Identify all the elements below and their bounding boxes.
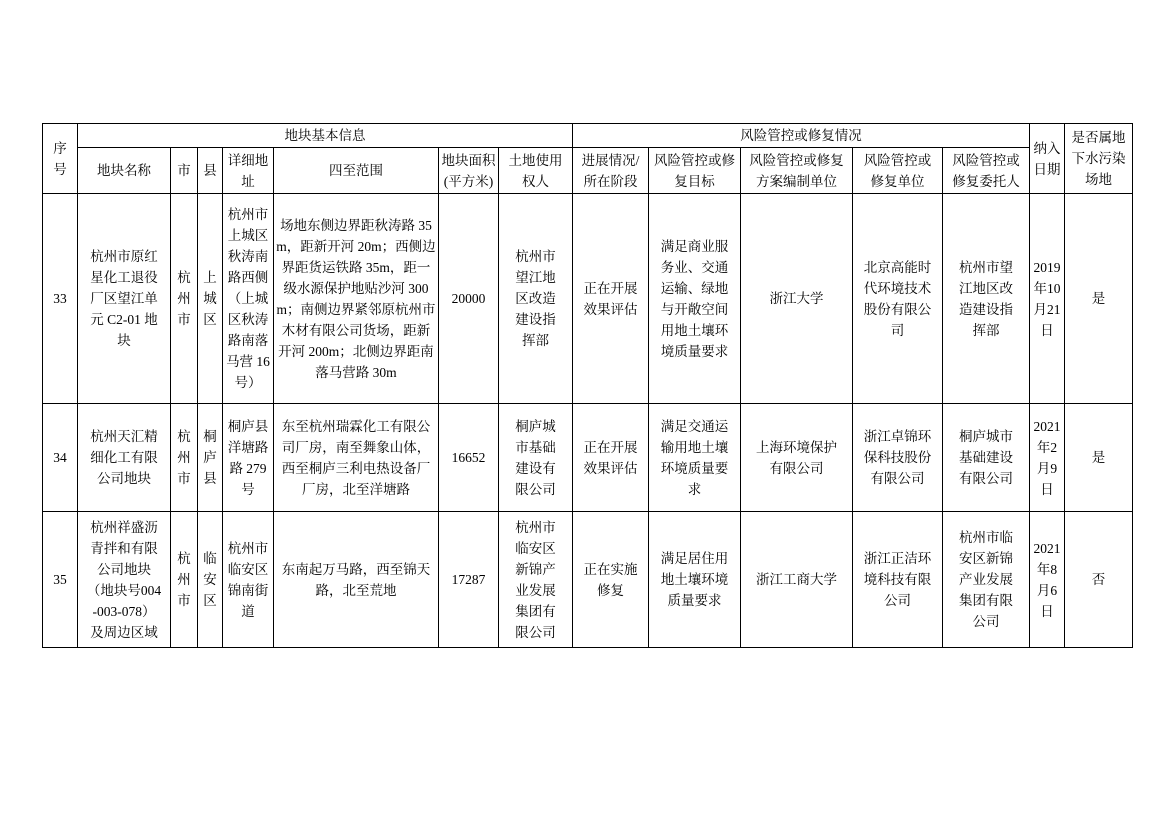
row-35-name: 杭州祥盛沥青拌和有限公司地块（地块号004-003-078）及周边区域 bbox=[78, 512, 171, 648]
row-34-boundary: 东至杭州瑞霖化工有限公司厂房，南至舞象山体，西至桐庐三利电热设备厂厂房，北至洋塘路 bbox=[274, 404, 439, 512]
row-34-county: 桐庐县 bbox=[198, 404, 223, 512]
row-35-include-date: 2021年8月6日 bbox=[1030, 512, 1065, 648]
row-34-address: 桐庐县洋塘路路 279 号 bbox=[223, 404, 274, 512]
row-34-include-date: 2021年2月9日 bbox=[1030, 404, 1065, 512]
header-target: 风险管控或修复目标 bbox=[649, 148, 741, 194]
row-35-groundwater: 否 bbox=[1065, 512, 1133, 648]
header-progress: 进展情况/所在阶段 bbox=[573, 148, 649, 194]
row-35-county: 临安区 bbox=[198, 512, 223, 648]
header-group-row bbox=[43, 124, 1133, 148]
row-34-serial: 34 bbox=[43, 404, 78, 512]
header-boundary: 四至范围 bbox=[274, 148, 439, 194]
row-33-progress: 正在开展效果评估 bbox=[573, 194, 649, 404]
row-35-client: 杭州市临安区新锦产业发展集团有限公司 bbox=[943, 512, 1030, 648]
row-35-land-user: 杭州市临安区新锦产业发展集团有限公司 bbox=[499, 512, 573, 648]
header-groundwater: 是否属地下水污染场地 bbox=[1065, 124, 1133, 194]
row-35-repair-unit: 浙江正洁环境科技有限公司 bbox=[853, 512, 943, 648]
row-33-target: 满足商业服务业、交通运输、绿地与开敞空间用地土壤环境质量要求 bbox=[649, 194, 741, 404]
row-33-client: 杭州市望江地区改造建设指挥部 bbox=[943, 194, 1030, 404]
row-34-target: 满足交通运输用地土壤环境质量要求 bbox=[649, 404, 741, 512]
row-33-repair-unit: 北京高能时代环境技术股份有限公司 bbox=[853, 194, 943, 404]
row-35-serial: 35 bbox=[43, 512, 78, 648]
table-row bbox=[43, 194, 1133, 404]
row-33-county: 上城区 bbox=[198, 194, 223, 404]
row-33-plan-unit: 浙江大学 bbox=[741, 194, 853, 404]
row-33-serial: 33 bbox=[43, 194, 78, 404]
row-33-name: 杭州市原红星化工退役厂区望江单元 C2-01 地块 bbox=[78, 194, 171, 404]
row-35-target: 满足居住用地土壤环境质量要求 bbox=[649, 512, 741, 648]
row-33-groundwater: 是 bbox=[1065, 194, 1133, 404]
header-city: 市 bbox=[171, 148, 198, 194]
row-35-boundary: 东南起万马路，西至锦天路，北至荒地 bbox=[274, 512, 439, 648]
table-row bbox=[43, 404, 1133, 512]
header-area: 地块面积(平方米) bbox=[439, 148, 499, 194]
row-34-groundwater: 是 bbox=[1065, 404, 1133, 512]
table-row bbox=[43, 512, 1133, 648]
header-plan-unit: 风险管控或修复方案编制单位 bbox=[741, 148, 853, 194]
header-risk-group: 风险管控或修复情况 bbox=[573, 124, 1030, 148]
row-35-city: 杭州市 bbox=[171, 512, 198, 648]
row-33-land-user: 杭州市望江地区改造建设指挥部 bbox=[499, 194, 573, 404]
header-repair-unit: 风险管控或修复单位 bbox=[853, 148, 943, 194]
header-client: 风险管控或修复委托人 bbox=[943, 148, 1030, 194]
header-name: 地块名称 bbox=[78, 148, 171, 194]
row-33-boundary: 场地东侧边界距秋涛路 35m，距新开河 20m；西侧边界距货运铁路 35m，距一级水源保护地贴沙河 300m；南侧边界紧邻原杭州市木材有限公司货场，距新开河 200m；北侧边界距南落马营路 30m bbox=[274, 194, 439, 404]
row-35-plan-unit: 浙江工商大学 bbox=[741, 512, 853, 648]
row-34-progress: 正在开展效果评估 bbox=[573, 404, 649, 512]
row-34-area: 16652 bbox=[439, 404, 499, 512]
header-land-user: 土地使用权人 bbox=[499, 148, 573, 194]
header-columns-row bbox=[43, 148, 1133, 194]
header-county: 县 bbox=[198, 148, 223, 194]
header-address: 详细地址 bbox=[223, 148, 274, 194]
row-34-plan-unit: 上海环境保护有限公司 bbox=[741, 404, 853, 512]
document-page bbox=[42, 123, 1133, 648]
header-basic-info-group: 地块基本信息 bbox=[78, 124, 573, 148]
row-34-repair-unit: 浙江卓锦环保科技股份有限公司 bbox=[853, 404, 943, 512]
row-33-city: 杭州市 bbox=[171, 194, 198, 404]
row-35-address: 杭州市临安区锦南街道 bbox=[223, 512, 274, 648]
row-34-name: 杭州天汇精细化工有限公司地块 bbox=[78, 404, 171, 512]
row-35-progress: 正在实施修复 bbox=[573, 512, 649, 648]
header-serial: 序号 bbox=[43, 124, 78, 194]
row-34-land-user: 桐庐城市基础建设有限公司 bbox=[499, 404, 573, 512]
row-34-city: 杭州市 bbox=[171, 404, 198, 512]
row-35-area: 17287 bbox=[439, 512, 499, 648]
row-33-area: 20000 bbox=[439, 194, 499, 404]
row-34-client: 桐庐城市基础建设有限公司 bbox=[943, 404, 1030, 512]
row-33-include-date: 2019年10月21日 bbox=[1030, 194, 1065, 404]
row-33-address: 杭州市上城区秋涛南路西侧（上城区秋涛路南落马营 16 号） bbox=[223, 194, 274, 404]
parcel-table bbox=[42, 123, 1133, 648]
header-include-date: 纳入日期 bbox=[1030, 124, 1065, 194]
